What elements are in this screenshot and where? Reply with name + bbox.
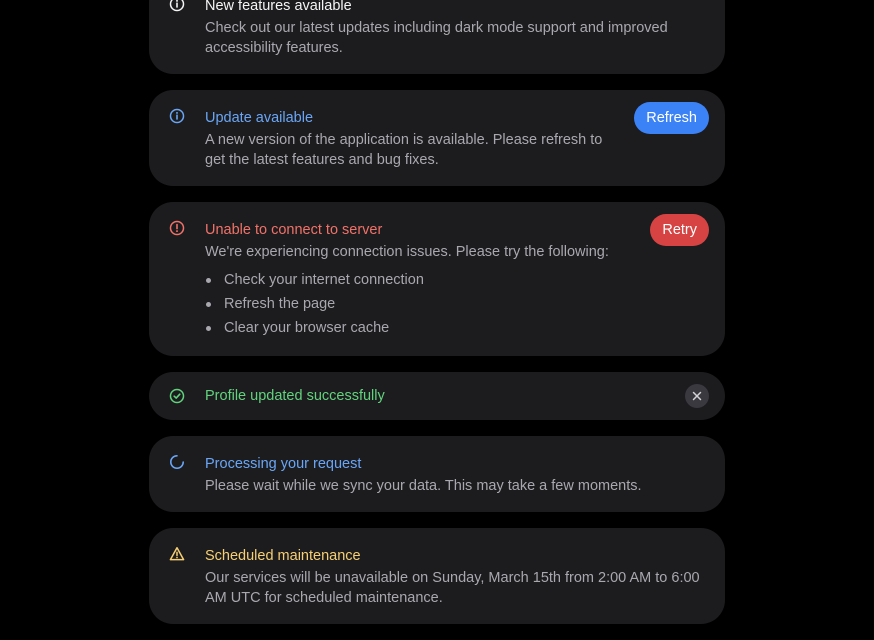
- alert-stack: [149, 0, 725, 640]
- alert-circle-icon: [169, 220, 185, 236]
- alert-title: Unable to connect to server: [205, 222, 383, 238]
- alert-description: Check out our latest updates including dark mode support and improved accessibility features.: [205, 20, 668, 56]
- alert-scheduled-maintenance: [149, 528, 725, 624]
- list-item: Check your internet connection: [224, 268, 705, 292]
- alert-processing: [149, 436, 725, 512]
- alert-description: Please wait while we sync your data. This may take a few moments.: [205, 478, 642, 494]
- alert-title: Scheduled maintenance: [205, 548, 361, 564]
- close-icon: [692, 391, 702, 401]
- alert-new-features: [149, 0, 725, 74]
- alert-title: Profile updated successfully: [205, 388, 385, 404]
- alert-title: Update available: [205, 110, 314, 126]
- troubleshooting-list: [205, 268, 705, 340]
- alert-profile-updated: [149, 372, 725, 420]
- alert-title: Processing your request: [205, 456, 362, 472]
- alert-description: A new version of the application is available. Please refresh to get the latest features and bug fixes.: [205, 132, 603, 168]
- retry-button[interactable]: Retry: [650, 214, 709, 246]
- warning-triangle-icon: [169, 546, 185, 562]
- alert-description: Our services will be unavailable on Sunday, March 15th from 2:00 AM to 6:00 AM UTC for scheduled maintenance.: [205, 570, 700, 606]
- alert-title: New features available: [205, 0, 352, 14]
- alert-update-available: [149, 90, 725, 186]
- info-circle-icon: [169, 108, 185, 124]
- alert-connection-error: [149, 202, 725, 356]
- refresh-button[interactable]: Refresh: [634, 102, 709, 134]
- list-item: Refresh the page: [224, 292, 705, 316]
- info-circle-icon: [169, 0, 185, 12]
- check-circle-icon: [169, 388, 185, 404]
- list-item: Clear your browser cache: [224, 316, 705, 340]
- alert-description: We're experiencing connection issues. Please try the following:: [205, 244, 609, 260]
- dismiss-button[interactable]: [685, 384, 709, 408]
- spinner-icon: [169, 454, 185, 470]
